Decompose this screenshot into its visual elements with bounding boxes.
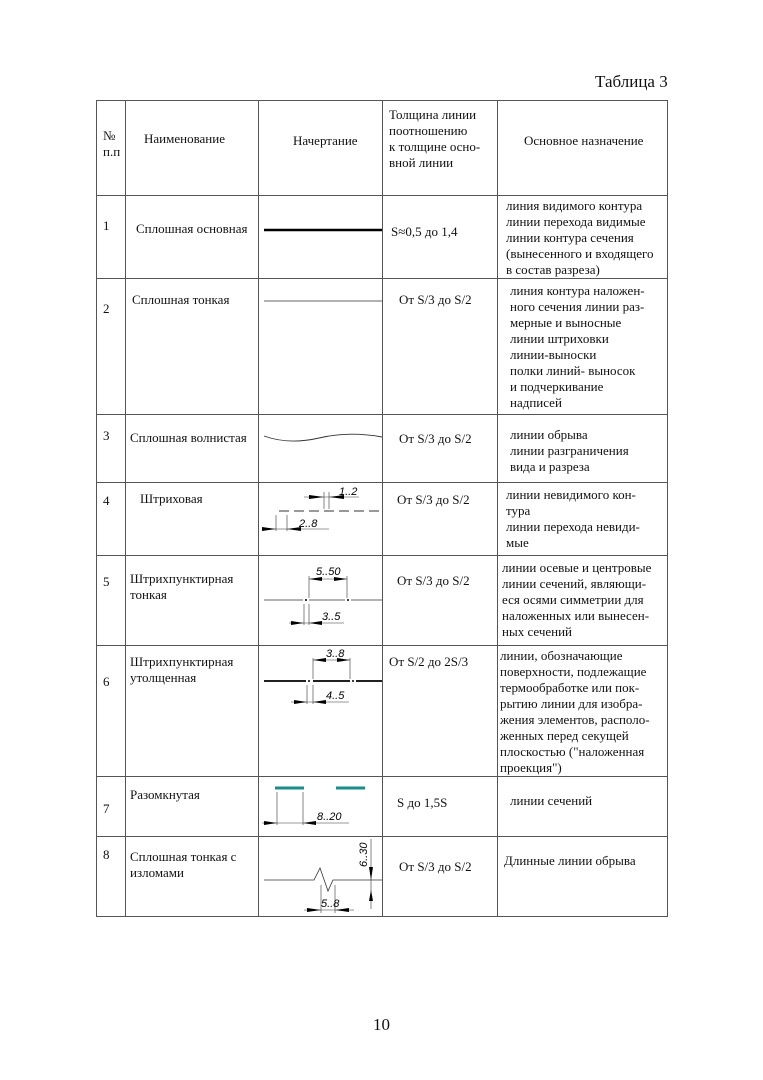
row-name: Сплошная тонкая с изломами: [130, 849, 237, 880]
table-row: [97, 556, 668, 646]
dim-label: 1..2: [339, 486, 358, 498]
row-purpose: линии сечений: [510, 793, 593, 808]
header-name: Наименование: [144, 131, 225, 146]
table-row: [97, 837, 668, 917]
row-purpose: линии обрыва линии разграничения вида и разреза: [510, 427, 629, 474]
row-thickness: От S/3 до S/2: [399, 431, 472, 446]
line-sample-solid-thick: [259, 196, 382, 276]
line-sample-dashed: [259, 483, 382, 555]
page-number: 10: [373, 1015, 390, 1034]
line-sample-zigzag: [259, 837, 382, 915]
row-num: 3: [103, 428, 110, 443]
table-row: [97, 777, 668, 837]
table-row: [97, 415, 668, 483]
line-sample-wavy: [259, 415, 382, 481]
line-sample-open: [259, 777, 382, 835]
row-thickness: От S/3 до S/2: [397, 492, 470, 507]
row-purpose: линия видимого контура линии перехода видимые линии контура сечения (вынесенного и входящего в состав разреза): [506, 198, 654, 277]
row-thickness: От S/3 до S/2: [399, 292, 472, 307]
dim-label: 3..5: [322, 611, 341, 623]
row-purpose: линии невидимого кон- тура линии перехода невиди- мые: [506, 487, 640, 550]
row-num: 1: [103, 218, 110, 233]
row-purpose: Длинные линии обрыва: [504, 853, 636, 868]
header-style: Начертание: [293, 133, 358, 148]
table-row: [97, 196, 668, 279]
dim-label: 8..20: [317, 811, 342, 823]
dim-label: 6..30: [358, 842, 370, 867]
row-num: 2: [103, 301, 110, 316]
dim-label: 5..8: [321, 898, 340, 910]
row-num: 4: [103, 493, 110, 508]
row-purpose: линии осевые и центровые линии сечений, являющи- еся осями симметрии для наложенных или вынесен- ных сечений: [502, 560, 652, 639]
table-caption: Таблица 3: [595, 72, 668, 91]
row-thickness: S≈0,5 до 1,4: [391, 224, 458, 239]
row-name: Сплошная волнистая: [130, 430, 247, 445]
row-num: 6: [103, 674, 110, 689]
line-types-table: [96, 100, 668, 917]
row-name: Штрихпунктирная тонкая: [130, 571, 234, 602]
row-thickness: От S/2 до 2S/3: [389, 654, 469, 669]
table-row: [97, 483, 668, 556]
row-name: Сплошная тонкая: [132, 292, 230, 307]
dim-label: 4..5: [326, 690, 345, 702]
dim-label: 2..8: [299, 518, 318, 530]
row-purpose: линия контура наложен- ного сечения линии раз- мерные и выносные линии штриховки линии-выноски полки линий- выносок и подчеркивание надписей: [510, 283, 645, 410]
line-sample-dash-dot-thick: [259, 646, 382, 772]
row-num: 5: [103, 574, 110, 589]
header-purpose: Основное назначение: [524, 133, 644, 148]
row-thickness: От S/3 до S/2: [397, 573, 470, 588]
row-name: Сплошная основная: [136, 221, 248, 236]
row-purpose: линии, обозначающие поверхности, подлежащие термообработке или пок- рытию линии для изобра- жения элементов, располо- женных перед секущей плоскостью ("наложенная проекция"): [500, 648, 650, 775]
header-num: № п.п: [103, 128, 121, 159]
table-row: [97, 646, 668, 777]
dim-label: 5..50: [316, 566, 341, 578]
line-sample-solid-thin: [259, 279, 382, 409]
dim-label: 3..8: [326, 648, 345, 660]
line-sample-dash-dot-thin: [259, 556, 382, 644]
row-num: 8: [103, 847, 110, 862]
row-thickness: От S/3 до S/2: [399, 859, 472, 874]
row-name: Штрихпунктирная утолщенная: [130, 654, 234, 685]
table-row: [97, 279, 668, 415]
table-header: [97, 101, 668, 196]
row-thickness: S до 1,5S: [397, 795, 448, 810]
header-thickness: Толщина линии поотношению к толщине осно- вной линии: [389, 107, 481, 170]
row-name: Разомкнутая: [130, 787, 200, 802]
row-num: 7: [103, 801, 110, 816]
row-name: Штриховая: [140, 491, 203, 506]
